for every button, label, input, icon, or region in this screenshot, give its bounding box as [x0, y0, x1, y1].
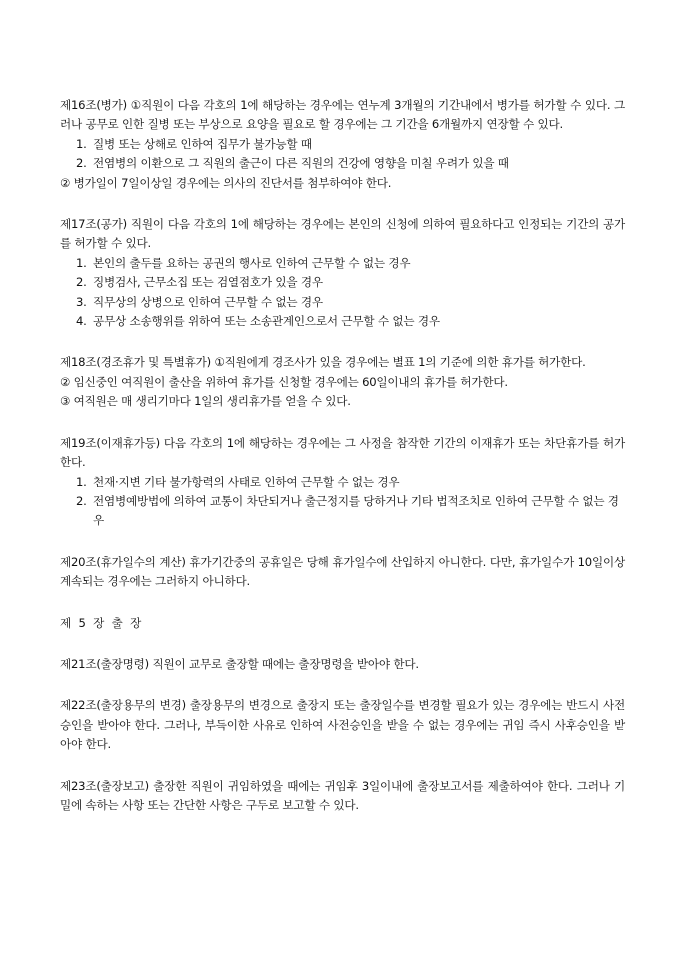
- list-item: [60, 293, 625, 312]
- article-16-items: [60, 135, 625, 174]
- document-page: [60, 96, 625, 837]
- item-text: 전염병예방법에 의하여 교통이 차단되거나 출근정지를 당하거나 기타 법적조치로 인하여 근무할 수 없는 경우: [93, 493, 619, 528]
- article-17-text: 제17조(공가) 직원이 다음 각호의 1에 해당하는 경우에는 본인의 신청에 의하여 필요하다고 인정되는 기간의 공가를 허가할 수 있다.: [60, 217, 625, 251]
- article-23-text: 제23조(출장보고) 출장한 직원이 귀임하였을 때에는 귀임후 3일이내에 출장보고서를 제출하여야 한다. 그러나 기밀에 속하는 사항 또는 간단한 사항은 구두로 보고할 수 있다.: [60, 778, 625, 812]
- item-number: 2.: [76, 275, 87, 290]
- item-number: 1.: [76, 136, 87, 151]
- item-text: 징병검사, 근무소집 또는 검열점호가 있을 경우: [93, 275, 323, 290]
- paragraph-2: ② 병가일이 7일이상일 경우에는 의사의 진단서를 첨부하여야 한다.: [60, 175, 392, 190]
- item-text: 전염병의 이환으로 그 직원의 출근이 다른 직원의 건강에 영향을 미칠 우려가 있을 때: [93, 156, 509, 171]
- item-text: 본인의 출두를 요하는 공권의 행사로 인하여 근무할 수 없는 경우: [93, 255, 411, 270]
- article-22: [60, 696, 625, 754]
- list-item: [60, 254, 625, 273]
- article-21-text: 제21조(출장명령) 직원이 교무로 출장할 때에는 출장명령을 받아야 한다.: [60, 656, 419, 671]
- item-number: 2.: [76, 493, 87, 508]
- item-text: 직무상의 상병으로 인하여 근무할 수 없는 경우: [93, 294, 323, 309]
- list-item: [60, 473, 625, 492]
- list-item: [60, 154, 625, 173]
- article-16: [60, 96, 625, 193]
- article-20: [60, 553, 625, 592]
- article-17: [60, 215, 625, 331]
- article-20-text: 제20조(휴가일수의 계산) 휴가기간중의 공휴일은 당해 휴가일수에 산입하지 아니한다. 다만, 휴가일수가 10일이상 계속되는 경우에는 그러하지 아니하다.: [60, 554, 625, 589]
- article-18: [60, 353, 625, 411]
- list-item: [60, 492, 625, 531]
- article-23: [60, 777, 625, 816]
- item-text: 천재·지변 기타 불가항력의 사태로 인하여 근무할 수 없는 경우: [93, 474, 400, 489]
- article-22-text: 제22조(출장용무의 변경) 출장용무의 변경으로 출장지 또는 출장일수를 변경할 필요가 있는 경우에는 반드시 사전승인을 받아야 한다. 그러나, 부득이한 사유로 인하여 사전승인을 받을 수 없는 경우에는 귀임 즉시 사후승인을 받아야 한다.: [60, 698, 625, 752]
- chapter-heading: 제 5 장 출 장: [60, 615, 142, 630]
- list-item: [60, 273, 625, 292]
- item-number: 3.: [76, 294, 87, 309]
- item-number: 2.: [76, 156, 87, 171]
- item-number: 1.: [76, 255, 87, 270]
- item-text: 공무상 소송행위를 위하여 또는 소송관계인으로서 근무할 수 없는 경우: [93, 314, 440, 329]
- list-item: [60, 312, 625, 331]
- article-21: [60, 655, 625, 674]
- article-19-text: 제19조(이재휴가등) 다음 각호의 1에 해당하는 경우에는 그 사정을 참작한 기간의 이재휴가 또는 차단휴가를 허가한다.: [60, 435, 625, 470]
- article-17-items: [60, 254, 625, 332]
- item-number: 4.: [76, 314, 87, 329]
- paragraph-3: ③ 여직원은 매 생리기마다 1일의 생리휴가를 얻을 수 있다.: [60, 394, 351, 409]
- item-text: 질병 또는 상해로 인하여 집무가 불가능할 때: [93, 136, 312, 151]
- list-item: [60, 135, 625, 154]
- article-19: [60, 434, 625, 531]
- article-16-text: 제16조(병가) ①직원이 다음 각호의 1에 해당하는 경우에는 연누계 3개월의 기간내에서 병가를 허가할 수 있다. 그러나 공무로 인한 질병 또는 부상으로 요양을 필요로 할 경우에는 그 기간을 6개월까지 연장할 수 있다.: [60, 98, 625, 132]
- article-18-text: 제18조(경조휴가 및 특별휴가) ①직원에게 경조사가 있을 경우에는 별표 1의 기준에 의한 휴가를 허가한다.: [60, 355, 586, 370]
- article-19-items: [60, 473, 625, 531]
- item-number: 1.: [76, 474, 87, 489]
- paragraph-2: ② 임신중인 여직원이 출산을 위하여 휴가를 신청할 경우에는 60일이내의 휴가를 허가한다.: [60, 374, 508, 389]
